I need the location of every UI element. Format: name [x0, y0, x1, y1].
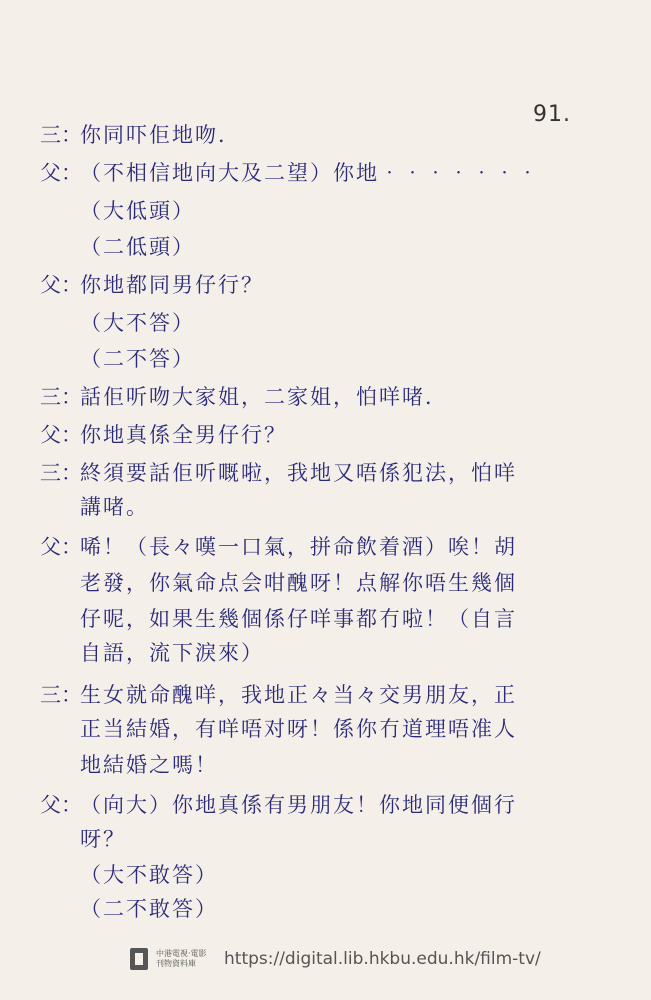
dialogue-text: （不相信地向大及二望）你地‧‧‧‧‧‧‧: [80, 161, 540, 185]
script-line: [40, 678, 580, 712]
script-line: [40, 118, 580, 152]
continuation-line: 自語，流下淚來）: [80, 641, 264, 665]
footer-org: [156, 949, 216, 969]
stage-direction: （大低頭）: [80, 199, 195, 223]
dialogue-text: 話佢听吻大家姐，二家姐，怕咩啫．: [80, 385, 448, 409]
dialogue-text: 終須要話佢听嘅啦，我地又唔係犯法，怕咩: [80, 461, 517, 485]
dialogue-text: （向大）你地真係有男朋友！你地同便個行: [80, 793, 517, 817]
stage-direction: （大不答）: [80, 311, 195, 335]
speaker-label: 三：: [40, 123, 82, 147]
continuation-line: 講啫。: [80, 495, 149, 519]
script-line: [40, 456, 580, 490]
continuation-line: 正当結婚，有咩唔对呀！係你冇道理唔准人: [80, 717, 517, 741]
stage-direction: （二不敢答）: [80, 897, 218, 921]
script-line: [40, 156, 580, 190]
speaker-label: 父：: [40, 161, 82, 185]
speaker-label: 三：: [40, 385, 82, 409]
stage-direction: （二低頭）: [80, 235, 195, 259]
speaker-label: 父：: [40, 535, 82, 559]
script-line: [40, 788, 580, 822]
script-line: [40, 530, 580, 564]
footer-org-line2: 刊物資料庫: [156, 959, 196, 968]
speaker-label: 父：: [40, 793, 82, 817]
page-number: 91.: [533, 102, 571, 127]
dialogue-text: 你地都同男仔行？: [80, 273, 264, 297]
dialogue-text: 你同吓佢地吻．: [80, 123, 241, 147]
continuation-line: 老發，你氣命点会咁醜呀！点解你唔生幾個: [80, 571, 517, 595]
script-line: [40, 268, 580, 302]
footer-org-line1: 中港電視‧電影: [156, 949, 207, 958]
dialogue-text: 唏！（長々嘆一口氣，拼命飲着酒）唉！胡: [80, 535, 517, 559]
dialogue-text: 生女就命醜咩，我地正々当々交男朋友，正: [80, 683, 517, 707]
footer: [130, 948, 541, 970]
continuation-line: 呀？: [80, 827, 126, 851]
stage-direction: （大不敢答）: [80, 863, 218, 887]
speaker-label: 三：: [40, 461, 82, 485]
stage-direction: （二不答）: [80, 347, 195, 371]
continuation-line: 地結婚之嗎！: [80, 753, 218, 777]
script-line: [40, 380, 580, 414]
speaker-label: 父：: [40, 423, 82, 447]
library-logo-icon: [130, 948, 148, 970]
speaker-label: 父：: [40, 273, 82, 297]
continuation-line: 仔呢，如果生幾個係仔咩事都冇啦！（自言: [80, 607, 517, 631]
script-line: [40, 418, 580, 452]
dialogue-text: 你地真係全男仔行？: [80, 423, 287, 447]
speaker-label: 三：: [40, 683, 82, 707]
footer-url[interactable]: https://digital.lib.hkbu.edu.hk/film-tv/: [224, 949, 541, 969]
